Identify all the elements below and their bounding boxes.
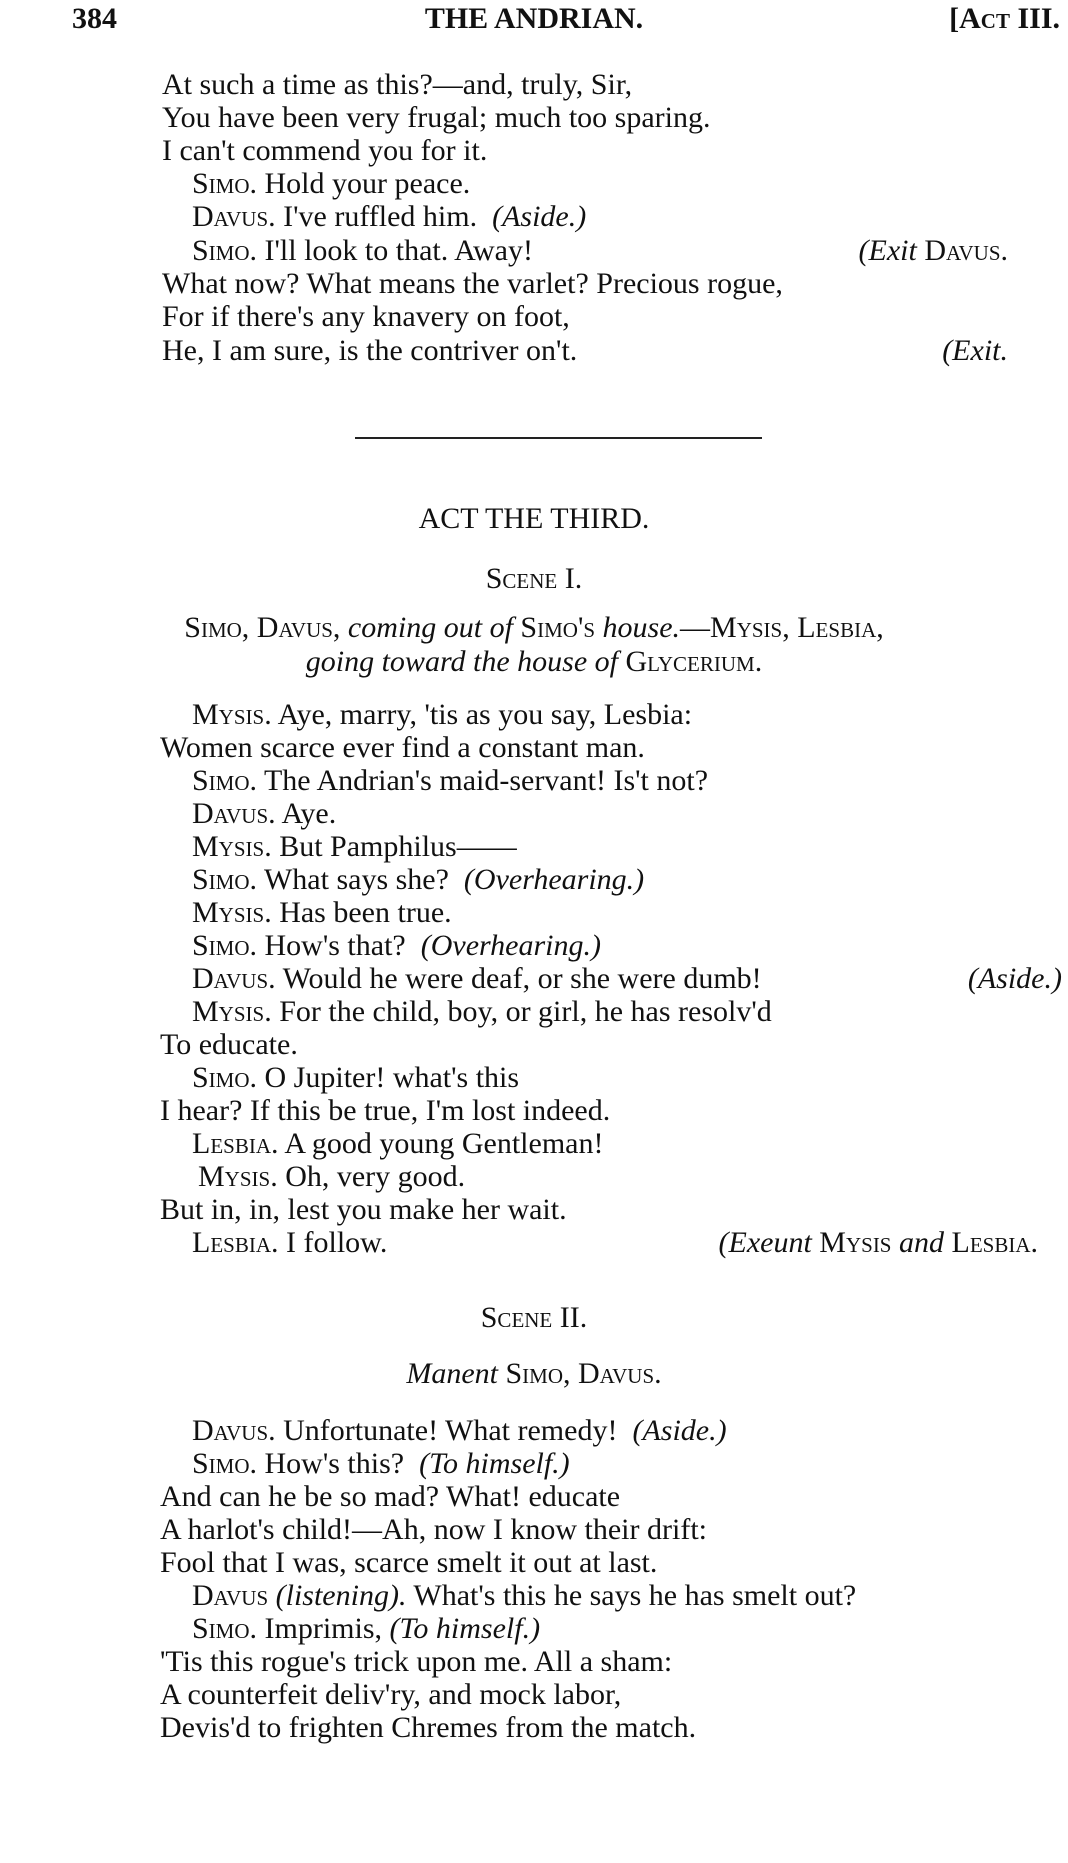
scene-heading: Scene II. [480,1301,588,1334]
verse-line: Simo. How's this? (To himself.) [192,1447,570,1480]
act-marker: [Act III. [949,2,1060,35]
speaker-name: Mysis. [192,698,272,731]
verse-line: What now? What means the varlet? Precious rogue, [162,267,783,300]
speaker-name: Simo. [192,1061,258,1094]
verse-line: Simo. I'll look to that. Away! (Exit Davus. [192,234,1008,267]
speaker-name: Mysis. [192,995,272,1028]
stage-direction: (To himself.) [419,1447,570,1480]
speaker-name: Mysis. [192,896,272,929]
speaker-name: Simo. [192,1447,258,1480]
running-title: THE ANDRIAN. [424,2,644,35]
verse-line: Mysis. Has been true. [192,896,452,929]
stage-direction: Simo, Davus, coming out of Simo's house.—Mysis, Lesbia, [184,611,884,644]
verse-line: Mysis. Aye, marry, 'tis as you say, Lesbia: [192,698,693,731]
speaker-name: Davus [192,1579,269,1612]
verse-line: Davus. Aye. [192,797,337,830]
stage-direction: going toward the house of Glycerium. [305,645,763,678]
verse-line: I hear? If this be true, I'm lost indeed. [160,1094,611,1127]
verse-line: For if there's any knavery on foot, [162,300,570,333]
verse-line: Women scarce ever find a constant man. [160,731,645,764]
speaker-name: Simo. [192,1612,258,1645]
stage-direction: (To himself.) [389,1612,541,1645]
speaker-name: Mysis. [198,1160,278,1193]
speaker-name: Davus. [192,962,276,995]
stage-direction: (listening). [275,1579,407,1612]
verse-line: Simo. Imprimis, (To himself.) [192,1612,541,1645]
speaker-name: Simo. [192,234,258,267]
verse-line: Simo. O Jupiter! what's this [192,1061,520,1094]
speaker-name: Lesbia. [192,1226,279,1259]
speaker-name: Davus. [192,797,276,830]
verse-line: But in, in, lest you make her wait. [160,1193,567,1226]
verse-line: You have been very frugal; much too sparing. [162,101,711,134]
stage-direction: (Exeunt Mysis and Lesbia. [718,1226,1038,1259]
stage-direction: (Overhearing.) [420,929,601,962]
verse-line: Simo. Hold your peace. [192,167,471,200]
verse-line: Davus. Would he were deaf, or she were dumb! (Aside.) [192,962,1062,995]
verse-line: And can he be so mad? What! educate [160,1480,621,1513]
verse-line: Lesbia. I follow. (Exeunt Mysis and Lesbia. [192,1226,1038,1259]
verse-line: A counterfeit deliv'ry, and mock labor, [160,1678,622,1711]
verse-line: He, I am sure, is the contriver on't. (Exit. [162,334,1008,367]
verse-line: To educate. [160,1028,298,1061]
act-title: ACT THE THIRD. [418,502,650,535]
verse-line: At such a time as this?—and, truly, Sir, [162,68,633,101]
speaker-name: Davus. [192,200,276,233]
verse-line: Mysis. But Pamphilus—— [192,830,517,863]
verse-line: Simo. How's that? (Overhearing.) [192,929,601,962]
stage-direction: (Aside.) [632,1414,727,1447]
scene-heading: Scene I. [485,562,583,595]
speaker-name: Simo. [192,167,258,200]
speaker-name: Simo. [192,863,258,896]
stage-direction: Manent Simo, Davus. [406,1357,662,1390]
speaker-name: Davus. [192,1414,276,1447]
stage-direction: (Aside.) [492,200,587,233]
verse-line: Devis'd to frighten Chremes from the match. [160,1711,697,1744]
stage-direction: (Exit Davus. [858,234,1008,267]
stage-direction: (Aside.) [967,962,1062,995]
verse-line: Davus (listening). What's this he says he has smelt out? [192,1579,857,1612]
stage-direction: (Overhearing.) [463,863,645,896]
page-number: 384 [72,2,117,35]
speaker-name: Simo. [192,929,258,962]
running-header [0,0,1068,40]
verse-line: Fool that I was, scarce smelt it out at last. [160,1546,658,1579]
verse-line: A harlot's child!—Ah, now I know their drift: [160,1513,707,1546]
verse-line: Lesbia. A good young Gentleman! [192,1127,604,1160]
verse-line: I can't commend you for it. [162,134,488,167]
stage-direction: (Exit. [942,334,1008,367]
verse-line: Simo. The Andrian's maid-servant! Is't not? [192,764,709,797]
speaker-name: Lesbia. [192,1127,279,1160]
section-divider [355,437,762,439]
verse-line: Davus. Unfortunate! What remedy! (Aside.) [192,1414,727,1447]
verse-line: Mysis. For the child, boy, or girl, he has resolv'd [192,995,772,1028]
verse-line: Mysis. Oh, very good. [198,1160,466,1193]
speaker-name: Mysis. [192,830,272,863]
verse-line: 'Tis this rogue's trick upon me. All a sham: [160,1645,673,1678]
verse-line: Davus. I've ruffled him. (Aside.) [192,200,587,233]
speaker-name: Simo. [192,764,258,797]
verse-line: Simo. What says she? (Overhearing.) [192,863,645,896]
